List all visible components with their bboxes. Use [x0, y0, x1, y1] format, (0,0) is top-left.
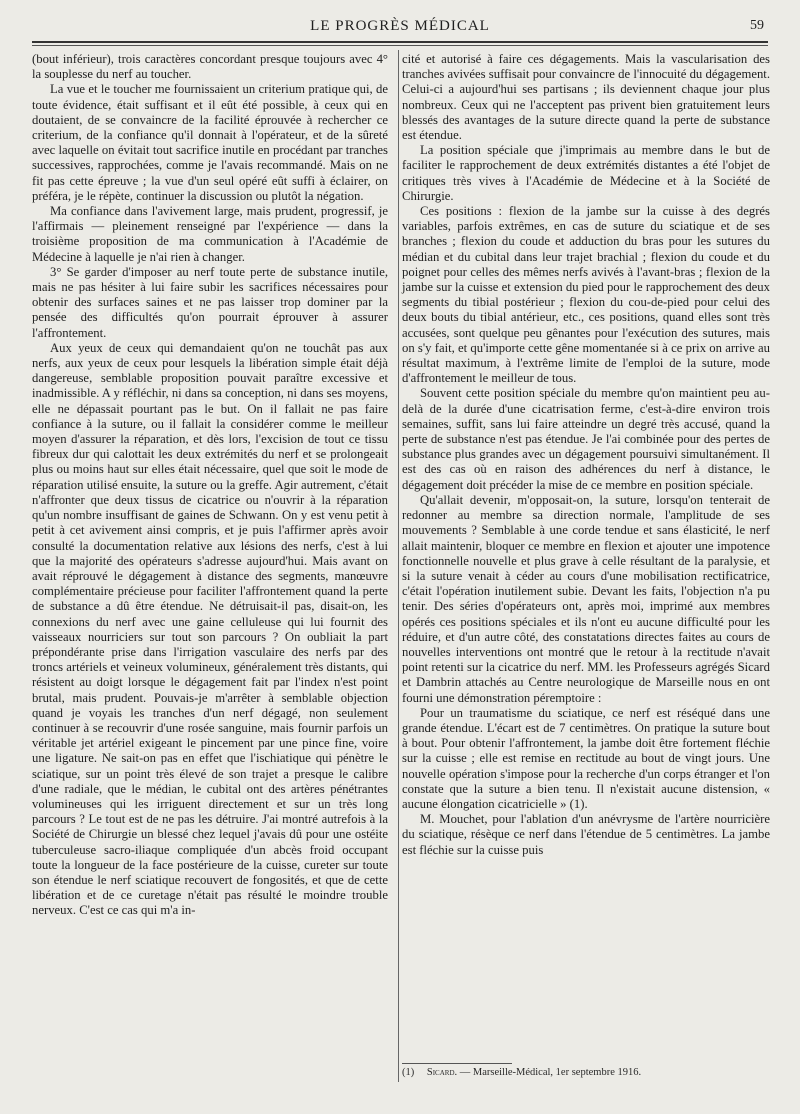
column-separator — [398, 50, 399, 1082]
page-number: 59 — [750, 18, 764, 33]
footnote-text: — Marseille-Médical, 1er septembre 1916. — [459, 1067, 642, 1078]
left-column — [32, 52, 388, 919]
paragraph: 3° Se garder d'imposer au nerf toute perte de substance inutile, mais ne pas hésiter à lui faire subir les sacrifices nécessaires pour obtenir des surfaces saines et ne pas laisser trop dominer par la pensée des difficultés qu'on pourrait éprouver à assurer l'affrontement. — [32, 264, 388, 340]
paragraph: Pour un traumatisme du sciatique, ce nerf est réséqué dans une grande étendue. L'écart est de 7 centimètres. On pratique la suture bout à bout. Pour obtenir l'affrontement, la jambe doit être fortement fléchie sur la cuisse ; elle est remise en rectitude au bout de vingt jours. Une nouvelle opération s'impose pour la recherche d'un corps étranger et l'on constate que la suture a bien tenu. Il n'existait aucune distension, « aucune élongation cicatricielle » (1). — [402, 705, 770, 811]
paragraph: Ces positions : flexion de la jambe sur la cuisse à des degrés variables, parfois extrêmes, en cas de suture du sciatique et de ses branches ; flexion du coude et adduction du bras pour les sutures du médian et du cubital dans leur trajet brachial ; flexion du coude et du poignet pour celles des mêmes nerfs avivés à l'avant-bras ; flexion de la jambe sur la cuisse et extension du pied pour le rapprochement des deux segments du tibial postérieur ; flexion du cou-de-pied pour celui des deux bouts du tibial antérieur, etc., ces positions, quand elles sont très accusées, sont quelque peu gênantes pour l'exécution des sutures, mais on s'y fait, et qu'importe cette gêne momentanée si à ce prix on arrive au résultat maximum, à l'extrême limite de l'emploi de la suture, mode d'affrontement le meilleur de tous. — [402, 204, 770, 386]
paragraph: La position spéciale que j'imprimais au membre dans le but de faciliter le rapprochement de deux extrémités distantes a été l'objet de critiques très vives à l'Académie de Médecine et à la Société de Chirurgie. — [402, 143, 770, 203]
footnote-rule — [402, 1063, 512, 1064]
paragraph: La vue et le toucher me fournissaient un criterium pratique qui, de toute évidence, était suffisant et il eût été possible, à ceux qui en doutaient, de se convaincre de la facilité éprouvée à rechercher ce criterium, de la confiance qu'il donnait à l'opérateur, et de la sûreté avec laquelle on évitait tout sacrifice inutile en procédant par tranches successives, rapprochées, comme je l'avais recommandé. Mais on ne fit pas cette épreuve ; la vue d'un seul opéré eût suffi à éclairer, on préféra, je le répète, continuer la discussion ou plutôt la négation. — [32, 82, 388, 203]
paragraph: M. Mouchet, pour l'ablation d'un anévrysme de l'artère nourricière du sciatique, résèque ce nerf dans l'étendue de 5 centimètres. La jambe est fléchie sur la cuisse puis — [402, 812, 770, 857]
running-header — [32, 18, 768, 40]
paragraph: Qu'allait devenir, m'opposait-on, la suture, lorsqu'on tenterait de redonner au membre sa direction normale, l'amplitude de ses mouvements ? Semblable à une corde tendue et sans élasticité, le nerf allait maintenir, bloquer ce membre en flexion et ajouter une impotence fonctionnelle nouvelle et plus grave à celle résultant de la paralysie, et si la suture venait à céder au cours d'une mobilisation rectificatrice, c'était l'opération inutilement subie. Devant les faits, l'objection n'a pu tenir. Des séries d'opérateurs ont, après moi, imprimé aux membres opérés ces positions spéciales et ils n'ont eu aucune difficulté pour les réduire, et d'un autre côté, des constatations directes faites au cours de nouvelles interventions ont montré que le retour à la rectitude n'avait point retenti sur la cicatrice du nerf. MM. les Professeurs agrégés Sicard et Dambrin attachés au Centre neurologique de Marseille nous en ont fourni une démonstration péremptoire : — [402, 492, 770, 705]
footnote-number: (1) — [402, 1067, 415, 1078]
journal-title: LE PROGRÈS MÉDICAL — [310, 18, 490, 34]
footnote-author: Sicard. — [426, 1067, 458, 1078]
header-rule-thick — [32, 41, 768, 43]
right-column — [402, 52, 770, 858]
paragraph: Souvent cette position spéciale du membre qu'on maintient peu au-delà de la durée d'une cicatrisation ferme, c'est-à-dire environ trois semaines, suffit, sans lui faire atteindre un degré très accusé, quand la perte de substance n'est pas étendue. Je l'ai combinée pour des pertes de substance plus grandes avec un dégagement poursuivi simultanément. Il est des cas où en raison des adhérences du nerf à distance, le dégagement doit précéder la mise de ce membre en position spéciale. — [402, 386, 770, 492]
paragraph: (bout inférieur), trois caractères concordant presque toujours avec 4° la souplesse du nerf au toucher. — [32, 52, 388, 82]
paragraph: Ma confiance dans l'avivement large, mais prudent, progressif, je l'affirmais — pleinement renseigné par l'expérience — dans la troisième proposition de ma communication à l'Académie de Médecine à laquelle je n'ai rien à changer. — [32, 204, 388, 264]
header-rule-thin — [32, 45, 768, 46]
footnote — [402, 1067, 762, 1078]
paragraph: cité et autorisé à faire ces dégagements. Mais la vascularisation des tranches avivées suffisait pour convaincre de l'innocuité du dégagement. Celui-ci a aujourd'hui ses partisans ; ils deviennent chaque jour plus nombreux. Ceux qui ne l'acceptent pas privent bien gratuitement leurs blessés des avantages de la suture directe quand la perte de substance est étendue. — [402, 52, 770, 143]
paragraph: Aux yeux de ceux qui demandaient qu'on ne touchât pas aux nerfs, aux yeux de ceux pour lesquels la libération simple était déjà dangereuse, semblable proposition pouvait paraître excessive et inadmissible. A y réfléchir, ni dans sa conception, ni dans ses moyens, elle ne dépassait pourtant pas le but. On il fallait ne pas faire confiance à la suture, ou il fallait la considérer comme le meilleur moyen d'assurer la réparation, et dès lors, l'excision de tout ce tissu fibreux dur qui calottait les deux extrémités du nerf et se prolongeait plus ou moins haut sur elles était nécessaire, quel que soit le mode de réparation utilisé ensuite, la suture ou la greffe. Agir autrement, c'était n'affronter que deux tissus de cicatrice ou n'ouvrir à la réparation qu'un nombre insuffisant de gaines de Schwann. On y est venu petit à petit à cet avivement ainsi compris, et je puis l'affirmer après avoir consulté la documentation relative aux lésions des nerfs, c'est à lui que la majorité des opérateurs s'adresse aujourd'hui. Mais avant on avait réprouvé le dégagement à distance des segments, manœuvre complémentaire précieuse pour faciliter l'affrontement quand la perte de substance a dû être étendue. Ne détruisait-il pas, disait-on, les connexions du nerf avec une gaine celluleuse qui lui fournit des vaisseaux nourriciers sur tout son parcours ? On oubliait la part prépondérante prise dans l'irrigation vasculaire des nerfs par des troncs artériels et veineux volumineux, généralement très distants, qui résistent au doigt lorsque le dégagement fait par l'index n'est point brutal, mais prudent. Pouvais-je m'arrêter à semblable objection quand je voyais les tranches d'un nerf dégagé, non seulement continuer à se recouvrir d'une rosée sanguine, mais fournir parfois un véritable jet artériel exigeant le pincement par une pince fine, voire une ligature. Ne sait-on pas en effet que l'ischiatique qui pénètre le sciatique, sur un point très élevé de son trajet a presque le calibre d'une radiale, que le médian, le cubital ont des artères pénétrantes volumineuses qui les irriguent directement et sur un très long parcours ? Le tout est de ne pas les détruire. J'ai montré autrefois à la Société de Chirurgie un blessé chez lequel j'avais dû pour une ostéite tuberculeuse sacro-iliaque compliquée d'un abcès froid occupant toute la longueur de la face postérieure de la cuisse, cureter sur toute son étendue le nerf sciatique recouvert de fongosités, et que de cette libération et de ce curetage n'était pas résulté le moindre trouble nerveux. C'est ce cas qui m'a in- — [32, 340, 388, 918]
